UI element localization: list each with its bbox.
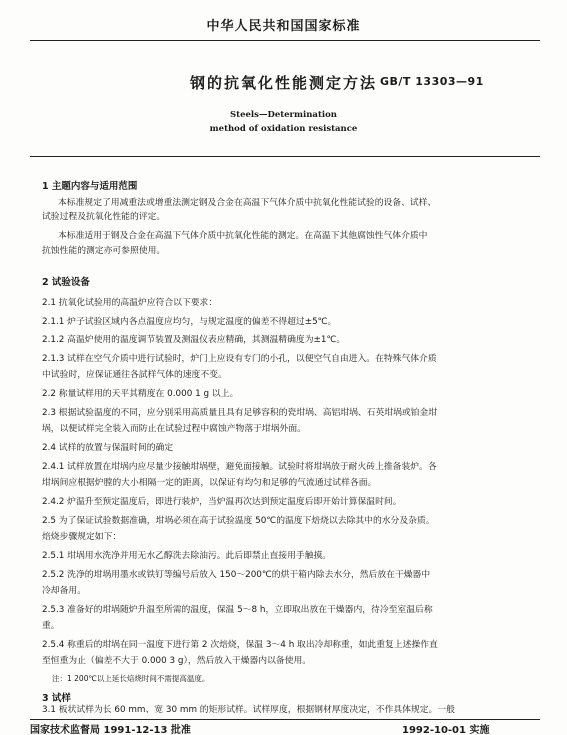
clause-2-1-1: 2.1.1 炉子试验区域内各点温度应均匀，与规定温度的偏差不得超过±5℃。: [42, 317, 337, 327]
section-1-para-2-line-1: 本标准适用于钢及合金在高温下气体介质中抗氧化性能的测定。在高温下其他腐蚀性气体介质中: [58, 231, 428, 241]
standard-code: GB/T 13303—91: [380, 75, 484, 88]
clause-2-4-1-line-1: 2.4.1 试样放置在坩埚内应尽量少接触坩埚壁，避免面接触。试验时将坩埚放于耐火砖上推备装炉。各: [42, 462, 437, 472]
section-1-para-1-line-2: 试验过程及抗氧化性能的评定。: [42, 212, 166, 222]
title-rule: [30, 156, 540, 157]
clause-2-5-1: 2.5.1 坩埚用水洗净并用无水乙醇洗去除油污。此后即禁止直接用手触摸。: [42, 551, 332, 561]
header-rule: [30, 40, 540, 41]
clause-2-1-3-line-2: 中试验时，应保证通往各試样气体的速度不变。: [42, 370, 227, 380]
standard-organization-heading: 中华人民共和国国家标准: [206, 19, 361, 34]
clause-2-1: 2.1 抗氧化试验用的高温炉应符合以下要求：: [42, 298, 218, 308]
clause-2-2: 2.2 称量试样用的天平其精度在 0.000 1 g 以上。: [42, 389, 239, 399]
clause-2-5-line-1: 2.5 为了保证试验数据准确，坩埚必须在高于试验温度 50℃的温度下焙烧以去除其中的水分及杂质。: [42, 516, 435, 526]
clause-2-5-2-line-1: 2.5.2 洗净的坩埚用墨水或铁钉等编号后放入 150～200℃的烘干箱内除去水分，然后放在干燥器中: [42, 570, 431, 580]
clause-2-4-1-line-2: 坩埚间应根据炉膛的大小相隔一定的距离，以保证有均匀和足够的气流通过试样各面。: [42, 478, 377, 488]
section-1-para-1-line-1: 本标准规定了用减重法或增重法测定钢及合金在高温下气体介质中抗氧化性能试验的设备、试样、: [58, 198, 437, 208]
clause-2-3-line-2: 埚，以便试样完全装入而防止在试验过程中腐蚀产物落于坩埚外面。: [42, 424, 306, 434]
clause-2-4-2: 2.4.2 炉温升至预定温度后，即进行装炉，当炉温再次达到预定温度后即开始计算保温时间。: [42, 497, 402, 507]
clause-2-3-line-1: 2.3 根据试验温度的不同，应分别采用高质量且具有足够容积的瓷坩埚、高铝坩埚、石英坩埚或铂金坩: [42, 408, 438, 418]
section-1-para-2-line-2: 抗蚀性能的测定亦可参照使用。: [42, 246, 166, 256]
clause-2-4: 2.4 试样的放置与保温时间的确定: [42, 443, 174, 453]
section-1-heading: 1 主题内容与适用范围: [42, 181, 138, 192]
clause-2-1-2: 2.1.2 高温炉使用的温度调节装置及测温仪表应精确，其测温精确度为±1℃。: [42, 335, 346, 345]
footer-rule: [30, 719, 540, 720]
approval-date: 国家技术监督局 1991-12-13 批准: [30, 725, 191, 735]
implementation-date: 1992-10-01 实施: [402, 725, 490, 735]
clause-2-5-2-line-2: 冷却备用。: [42, 586, 86, 596]
clause-2-5-3-line-1: 2.5.3 准备好的坩埚随炉升温至所需的温度，保温 5～8 h，立即取出放在干燥器内，待冷至室温后称: [42, 605, 433, 615]
note: 注：1 200℃以上延长焙烧时间不需提高温度。: [52, 674, 210, 683]
english-title-line-2: method of oxidation resistance: [209, 124, 358, 134]
clause-2-5-4-line-1: 2.5.4 称重后的坩埚在同一温度下进行第 2 次焙烧，保温 3～4 h 取出冷却称重，如此重复上述操作直: [42, 640, 438, 650]
english-title-line-1: Steels—Determination: [230, 110, 337, 120]
section-2-heading: 2 试验设备: [42, 277, 90, 288]
document-title: 钢的抗氧化性能测定方法: [189, 74, 377, 92]
clause-3-1: 3.1 板状试样为长 60 mm、宽 30 mm 的矩形试样。试样厚度，根据钢材厚度决定，不作具体规定。一般: [42, 705, 455, 715]
clause-2-5-line-2: 焙烧步骤规定如下：: [42, 532, 122, 542]
clause-2-5-3-line-2: 重。: [42, 621, 60, 631]
section-3-heading: 3 试样: [42, 693, 71, 704]
clause-2-1-3-line-1: 2.1.3 试样在空气介质中进行试验时，炉门上应设有专门的小孔，以便空气自由进入。在特殊气体介质: [42, 354, 437, 364]
clause-2-5-4-line-2: 至恒重为止（偏差不大于 0.000 3 g），然后放入干燥器内以备使用。: [42, 656, 312, 666]
